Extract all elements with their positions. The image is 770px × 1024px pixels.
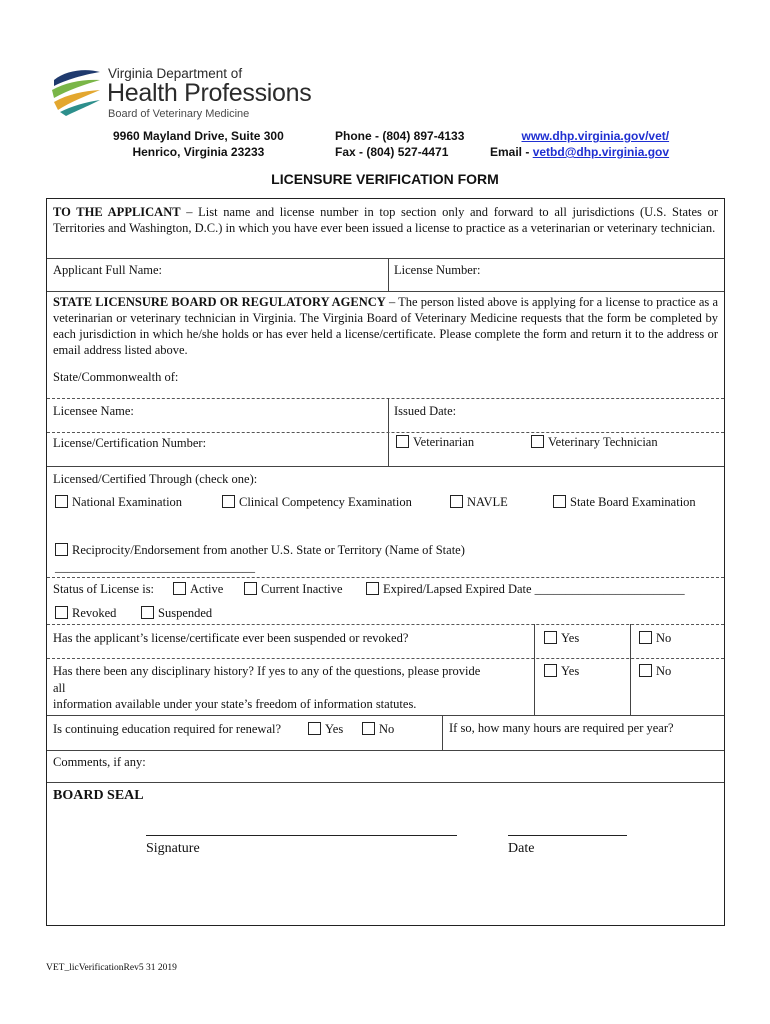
status-label: Status of License is:	[53, 582, 155, 596]
divider	[47, 291, 724, 292]
veterinarian-option[interactable]: Veterinarian	[396, 434, 474, 450]
checkbox[interactable]	[544, 664, 557, 677]
applicant-text: – List name and license number in top section only and forward to all jurisdictions (U.S. States or Territories and Washington, D.C.) in which you have ever been issued a license to practice as a veterinarian or veterinary technician.	[53, 205, 718, 235]
divider	[47, 466, 724, 467]
applicant-heading: TO THE APPLICANT	[53, 205, 181, 219]
date-label: Date	[508, 841, 535, 856]
disciplinary-question-line-2: all	[53, 681, 66, 695]
divider	[47, 398, 724, 399]
website-link[interactable]: www.dhp.virginia.gov/vet/	[521, 129, 670, 143]
form-title: LICENSURE VERIFICATION FORM	[271, 171, 499, 187]
checkbox[interactable]	[639, 631, 652, 644]
form-revision-footer: VET_licVerificationRev5 31 2019	[46, 963, 177, 973]
disciplinary-no-option[interactable]: No	[639, 663, 671, 679]
dhp-swoosh-icon	[50, 66, 102, 118]
issued-date-label: Issued Date:	[394, 404, 457, 418]
checkbox[interactable]	[531, 435, 544, 448]
disciplinary-question-line-1: Has there been any disciplinary history? If yes to any of the questions, please provide	[53, 664, 481, 678]
fax-number: Fax - (804) 527-4471	[335, 145, 449, 159]
checkbox[interactable]	[55, 606, 68, 619]
checkbox[interactable]	[366, 582, 379, 595]
ce-yes-option[interactable]: Yes	[308, 721, 343, 737]
divider	[388, 258, 389, 291]
divider	[47, 432, 724, 433]
divider	[47, 577, 724, 578]
email-link[interactable]: vetbd@dhp.virginia.gov	[532, 145, 670, 159]
checkbox[interactable]	[55, 543, 68, 556]
email-label: Email -	[490, 145, 533, 159]
divider	[47, 715, 724, 716]
dhp-logo	[50, 62, 320, 124]
divider	[47, 750, 724, 751]
divider	[442, 715, 443, 750]
navle-option[interactable]: NAVLE	[450, 494, 508, 510]
clinical-competency-option[interactable]: Clinical Competency Examination	[222, 494, 412, 510]
suspended-question: Has the applicant’s license/certificate ever been suspended or revoked?	[53, 631, 409, 645]
reciprocity-state-line[interactable]: ________________________________	[55, 560, 255, 574]
national-exam-option[interactable]: National Examination	[55, 494, 182, 510]
ce-no-option[interactable]: No	[362, 721, 394, 737]
disciplinary-question-line-3: information available under your state’s freedom of information statutes.	[53, 697, 417, 711]
signature-label: Signature	[146, 841, 200, 856]
licensee-name-label: Licensee Name:	[53, 404, 134, 418]
logo-line-1: Virginia Department of	[108, 66, 243, 81]
divider	[47, 624, 724, 625]
divider	[630, 624, 631, 715]
status-revoked-option[interactable]: Revoked	[55, 605, 116, 621]
web-block	[490, 128, 669, 160]
address-block	[113, 128, 284, 160]
divider	[47, 658, 724, 659]
status-active-option[interactable]: Active	[173, 581, 223, 597]
address-line-1: 9960 Mayland Drive, Suite 300	[113, 129, 284, 143]
date-line[interactable]	[508, 835, 627, 836]
state-label: State/Commonwealth of:	[53, 370, 179, 384]
phone-number: Phone - (804) 897-4133	[335, 129, 465, 143]
checkbox[interactable]	[553, 495, 566, 508]
checkbox[interactable]	[173, 582, 186, 595]
checkbox[interactable]	[362, 722, 375, 735]
checkbox[interactable]	[55, 495, 68, 508]
divider	[534, 624, 535, 715]
logo-line-3: Board of Veterinary Medicine	[108, 108, 250, 120]
comments-label: Comments, if any:	[53, 755, 146, 769]
divider	[47, 782, 724, 783]
signature-line[interactable]	[146, 835, 457, 836]
logo-line-2: Health Professions	[107, 79, 312, 107]
checkbox[interactable]	[244, 582, 257, 595]
applicant-full-name-label: Applicant Full Name:	[53, 263, 163, 277]
checkbox[interactable]	[639, 664, 652, 677]
license-number-label: License Number:	[394, 263, 481, 277]
verification-form	[46, 198, 725, 926]
checkbox[interactable]	[141, 606, 154, 619]
checkbox[interactable]	[450, 495, 463, 508]
state-board-exam-option[interactable]: State Board Examination	[553, 494, 696, 510]
ce-hours-question: If so, how many hours are required per year?	[449, 721, 674, 735]
checkbox[interactable]	[544, 631, 557, 644]
status-current-inactive-option[interactable]: Current Inactive	[244, 581, 343, 597]
checkbox[interactable]	[396, 435, 409, 448]
license-cert-number-label: License/Certification Number:	[53, 436, 207, 450]
checkbox[interactable]	[308, 722, 321, 735]
phone-block	[335, 128, 464, 160]
vet-technician-option[interactable]: Veterinary Technician	[531, 434, 658, 450]
checkbox[interactable]	[222, 495, 235, 508]
suspended-no-option[interactable]: No	[639, 630, 671, 646]
board-heading: STATE LICENSURE BOARD OR REGULATORY AGENCY	[53, 295, 386, 309]
board-seal-label: BOARD SEAL	[53, 788, 144, 803]
suspended-yes-option[interactable]: Yes	[544, 630, 579, 646]
status-expired-option[interactable]: Expired/Lapsed Expired Date ________________________	[366, 581, 685, 597]
ce-question: Is continuing education required for renewal?	[53, 722, 282, 736]
reciprocity-option[interactable]: Reciprocity/Endorsement from another U.S. State or Territory (Name of State)	[55, 542, 465, 558]
certified-through-label: Licensed/Certified Through (check one):	[53, 472, 258, 486]
applicant-instructions	[53, 204, 718, 236]
divider	[47, 258, 724, 259]
status-suspended-option[interactable]: Suspended	[141, 605, 212, 621]
board-instructions	[53, 294, 718, 358]
board-text: – The person listed above is applying for a license to practice as a veterinarian or veterinary technician in Virginia. The Virginia Board of Veterinary Medicine requests that the form be completed by each jurisdiction in which he/she holds or has ever held a license/certificate. Please complete the form and return it to the address or email address listed above.	[53, 295, 718, 357]
address-line-2: Henrico, Virginia 23233	[132, 145, 265, 159]
disciplinary-yes-option[interactable]: Yes	[544, 663, 579, 679]
